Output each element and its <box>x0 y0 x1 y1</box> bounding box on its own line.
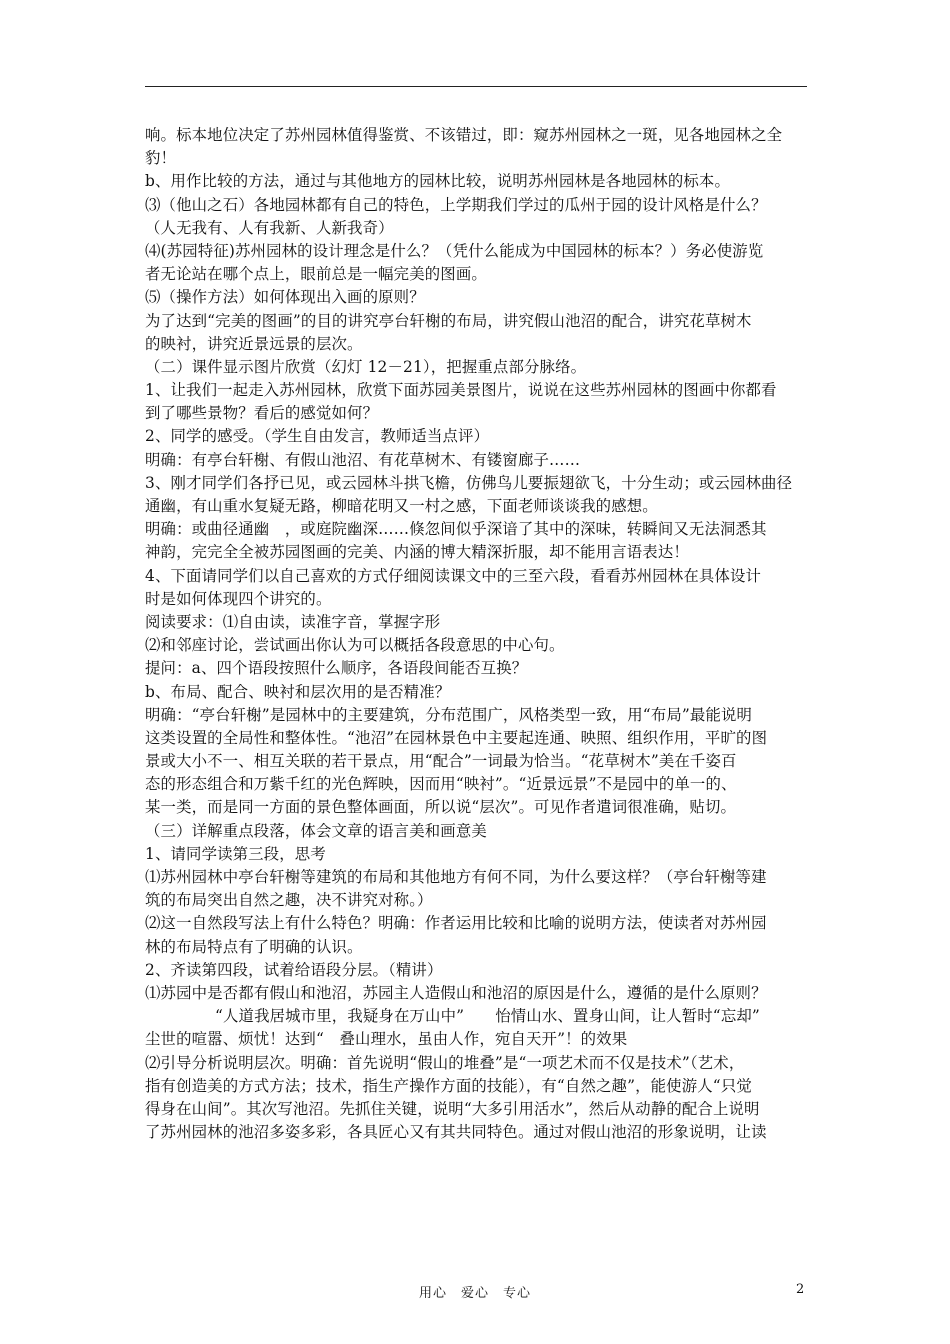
text-line: 的映衬，讲究近景远景的层次。 <box>145 334 363 353</box>
text-line: 明确：“亭台轩榭”是园林中的主要建筑，分布范围广，风格类型一致，用“布局”最能说明 <box>145 705 753 724</box>
text-line: ⑵这一自然段写法上有什么特色？明确：作者运用比较和比喻的说明方法，使读者对苏州园 <box>145 914 767 933</box>
text-line: 豹！ <box>145 149 177 168</box>
text-line: 1、让我们一起走入苏州园林，欣赏下面苏园美景图片，说说在这些苏州园林的图画中你都看 <box>145 381 777 400</box>
text-line: 者无论站在哪个点上，眼前总是一幅完美的图画。 <box>145 265 487 284</box>
text-line: 指有创造美的方式方法；技术，指生产操作方面的技能），有“自然之趣”，能使游人“只觉 <box>145 1076 752 1095</box>
text-line: 1、请同学读第三段，思考 <box>145 844 326 863</box>
text-line: 响。标本地位决定了苏州园林值得鉴赏、不该错过，即：窥苏州园林之一斑，见各地园林之全 <box>145 126 783 144</box>
text-line: 为了达到“完美的图画”的目的讲究亭台轩榭的布局，讲究假山池沼的配合，讲究花草树木 <box>145 311 752 330</box>
text-line: 到了哪些景物？看后的感觉如何？ <box>145 404 379 423</box>
text-line: 明确：有亭台轩榭、有假山池沼、有花草树木、有镂窗廊子…… <box>145 450 581 469</box>
text-line: 林的布局特点有了明确的认识。 <box>145 937 363 956</box>
text-line: 3、刚才同学们各抒已见，或云园林斗拱飞檐，仿佛鸟儿要振翅欲飞，十分生动；或云园林曲径 <box>145 473 793 492</box>
text-line: b、布局、配合、映衬和层次用的是否精准？ <box>145 682 451 701</box>
text-line: ⑴苏园中是否都有假山和池沼，苏园主人造假山和池沼的原因是什么，遵循的是什么原则？ <box>145 983 767 1002</box>
text-line: 这类设置的全局性和整体性。“池沼”在园林景色中主要起连通、映照、组织作用，平旷的图 <box>145 728 768 747</box>
document-body <box>145 124 807 1144</box>
footer-slogan: 用心 爱心 专心 <box>418 1286 531 1301</box>
text-line: ⑸（操作方法）如何体现出入画的原则？ <box>145 288 425 307</box>
text-line: ⑷(苏园特征)苏州园林的设计理念是什么？（凭什么能成为中国园林的标本？）务必使游览 <box>145 241 764 260</box>
text-line: ⑴苏州园林中亭台轩榭等建筑的布局和其他地方有何不同，为什么要这样？（亭台轩榭等建 <box>145 868 767 886</box>
text-line: 神韵，完完全全被苏园图画的完美、内涵的博大精深折服，却不能用言语表达！ <box>145 543 689 562</box>
text-line: b、用作比较的方法，通过与其他地方的园林比较，说明苏州园林是各地园林的标本。 <box>145 172 731 191</box>
text-line: 筑的布局突出自然之趣，决不讲究对称。） <box>145 891 433 910</box>
text-line: 尘世的喧嚣、烦忧！达到“ 叠山理水，虽由人作，宛自天开”！的效果 <box>145 1030 628 1049</box>
text-line: 得身在山间”。其次写池沼。先抓住关键，说明“大多引用活水”，然后从动静的配合上说明 <box>145 1099 760 1118</box>
text-line: ⑶（他山之石）各地园林都有自己的特色，上学期我们学过的瓜州于园的设计风格是什么？ <box>145 195 767 214</box>
text-line: （人无我有、人有我新、人新我奇） <box>145 218 394 237</box>
header-rule <box>145 86 807 87</box>
text-line: 4、下面请同学们以自己喜欢的方式仔细阅读课文中的三至六段，看看苏州园林在具体设计 <box>145 566 762 585</box>
text-line: ⑵引导分析说明层次。明确：首先说明“假山的堆叠”是“一项艺术而不仅是技术”（艺术， <box>145 1053 745 1072</box>
text-line: ⑵和邻座讨论，尝试画出你认为可以概括各段意思的中心句。 <box>145 636 565 655</box>
text-line: （二）课件显示图片欣赏（幻灯 12－21），把握重点部分脉络。 <box>145 357 587 376</box>
text-line: “人道我居城市里，我疑身在万山中” 怡情山水、置身山间，让人暂时“忘却” <box>215 1007 760 1026</box>
text-line: 某一类，而是同一方面的景色整体画面，所以说“层次”。可见作者遣词很准确，贴切。 <box>145 798 737 817</box>
text-line: 时是如何体现四个讲究的。 <box>145 589 332 608</box>
text-line: 景或大小不一、相互关联的若干景点，用“配合”一词最为恰当。“花草树木”美在千姿百 <box>145 752 737 771</box>
text-line: 2、齐读第四段，试着给语段分层。（精讲） <box>145 960 443 979</box>
text-line: 提问：a、四个语段按照什么顺序，各语段间能否互换？ <box>145 659 528 678</box>
text-line: 了苏州园林的池沼多姿多彩，各具匠心又有其共同特色。通过对假山池沼的形象说明，让读 <box>145 1123 767 1142</box>
page-number: 2 <box>796 1282 805 1297</box>
text-line: 态的形态组合和万紫千红的光色辉映，因而用“映衬”。“近景远景”不是园中的单一的、 <box>145 775 737 794</box>
text-line: 2、同学的感受。（学生自由发言，教师适当点评） <box>145 427 490 446</box>
text-line: 明确：或曲径通幽 ，或庭院幽深……倏忽间似乎深谙了其中的深味，转瞬间又无法洞悉其 <box>145 520 767 539</box>
text-line: （三）详解重点段落，体会文章的语言美和画意美 <box>145 821 487 840</box>
text-line: 通幽，有山重水复疑无路，柳暗花明又一村之感，下面老师谈谈我的感想。 <box>145 497 658 515</box>
text-line: 阅读要求：⑴自由读，读准字音，掌握字形 <box>145 612 441 631</box>
